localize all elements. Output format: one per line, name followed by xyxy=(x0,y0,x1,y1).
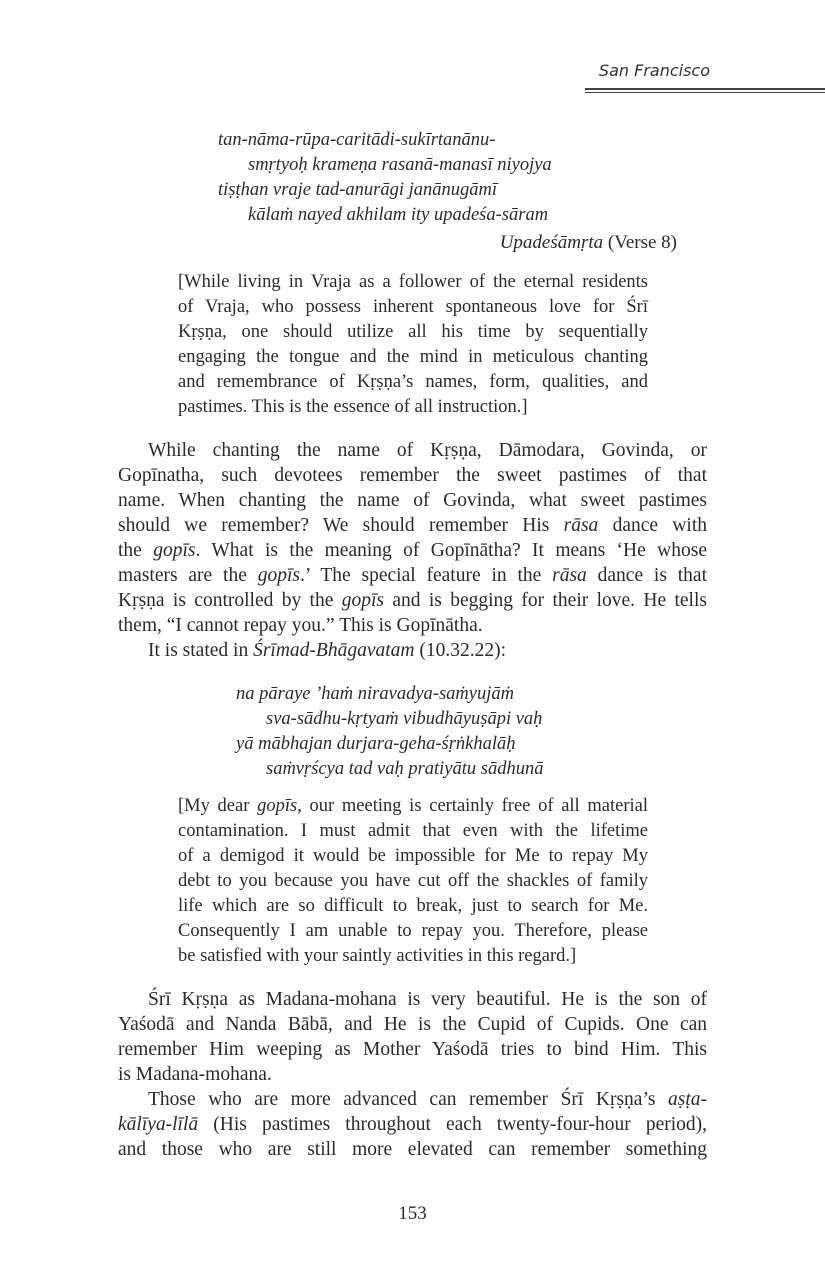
para-line: masters are the gopīs.’ The special feature in the rāsa dance is that xyxy=(118,565,708,586)
translation-line: Consequently I am unable to repay you. Therefore, please xyxy=(178,921,648,941)
verse-attribution xyxy=(500,230,677,255)
translation-line: of Vraja, who possess inherent spontaneous love for Śrī xyxy=(178,297,648,317)
translation-line: [My dear gopīs, our meeting is certainly free of all material xyxy=(178,796,648,816)
para-line: the gopīs. What is the meaning of Gopīnātha? It means ‘He whose xyxy=(118,540,707,561)
attribution-ref: (Verse 8) xyxy=(607,232,677,253)
verse-line: tiṣṭhan vraje tad-anurāgi janānugāmī xyxy=(218,180,498,200)
page-number: 153 xyxy=(398,1203,427,1224)
translation-line: Kṛṣṇa, one should utilize all his time by sequentially xyxy=(178,322,648,342)
translation-line: life which are so difficult to break, just to search for Me. xyxy=(178,896,648,916)
verse-bhagavatam xyxy=(236,682,543,782)
verse-line: yā mābhajan durjara-geha-śṛṅkhalāḥ xyxy=(236,734,516,754)
para-line: and those who are still more elevated can remember something xyxy=(118,1139,707,1160)
para-line: kālīya-līlā (His pastimes throughout each twenty-four-hour period), xyxy=(118,1114,707,1135)
para-line: Kṛṣṇa is controlled by the gopīs and is begging for their love. He tells xyxy=(118,590,707,611)
translation-line: and remembrance of Kṛṣṇa’s names, form, qualities, and xyxy=(178,372,648,392)
verse-line: na pāraye ’haṁ niravadya-saṁyujāṁ xyxy=(236,684,514,704)
para-line: While chanting the name of Kṛṣṇa, Dāmodara, Govinda, or xyxy=(148,440,707,461)
para-line: should we remember? We should remember His rāsa dance with xyxy=(118,515,707,536)
running-header: San Francisco xyxy=(598,61,710,80)
translation-line: debt to you because you have cut off the shackles of family xyxy=(178,871,648,891)
para-line-citation: It is stated in Śrīmad-Bhāgavatam (10.32.22): xyxy=(148,640,507,661)
translation-line: be satisfied with your saintly activities in this regard.] xyxy=(178,946,577,966)
verse-line: kālaṁ nayed akhilam ity upadeśa-sāram xyxy=(248,205,549,225)
attribution-source: Upadeśāmṛta xyxy=(499,232,604,253)
paragraph-madana-mohana xyxy=(118,987,707,1162)
translation-block-2 xyxy=(178,794,648,969)
para-line: Yaśodā and Nanda Bābā, and He is the Cupid of Cupids. One can xyxy=(118,1014,707,1035)
verse-upadesamrta xyxy=(218,128,552,228)
paragraph-gopinatha xyxy=(118,438,707,663)
translation-block-1 xyxy=(178,270,648,420)
para-line: remember Him weeping as Mother Yaśodā tries to bind Him. This xyxy=(118,1039,707,1060)
para-line: Gopīnatha, such devotees remember the sweet pastimes of that xyxy=(118,465,707,486)
header-rule-thin xyxy=(585,92,825,93)
header-rule-thick xyxy=(585,88,825,90)
verse-line: saṁvṛścya tad vaḥ pratiyātu sādhunā xyxy=(266,759,544,779)
verse-line: smṛtyoḥ krameṇa rasanā-manasī niyojya xyxy=(248,155,552,175)
verse-line: tan-nāma-rūpa-caritādi-sukīrtanānu- xyxy=(218,130,496,150)
para-line: is Madana-mohana. xyxy=(118,1064,272,1085)
translation-line: contamination. I must admit that even with the lifetime xyxy=(178,821,648,841)
translation-line: [While living in Vraja as a follower of the eternal residents xyxy=(178,272,648,292)
translation-line: engaging the tongue and the mind in meticulous chanting xyxy=(178,347,648,367)
translation-line: of a demigod it would be impossible for Me to repay My xyxy=(178,846,648,866)
translation-line: pastimes. This is the essence of all instruction.] xyxy=(178,397,528,417)
verse-line: sva-sādhu-kṛtyaṁ vibudhāyuṣāpi vaḥ xyxy=(266,709,543,729)
para-line: Śrī Kṛṣṇa as Madana-mohana is very beautiful. He is the son of xyxy=(148,989,707,1010)
para-line: name. When chanting the name of Govinda, what sweet pastimes xyxy=(118,490,707,511)
para-line: them, “I cannot repay you.” This is Gopīnātha. xyxy=(118,615,483,636)
para-line: Those who are more advanced can remember Śrī Kṛṣṇa’s aṣṭa- xyxy=(148,1089,707,1110)
